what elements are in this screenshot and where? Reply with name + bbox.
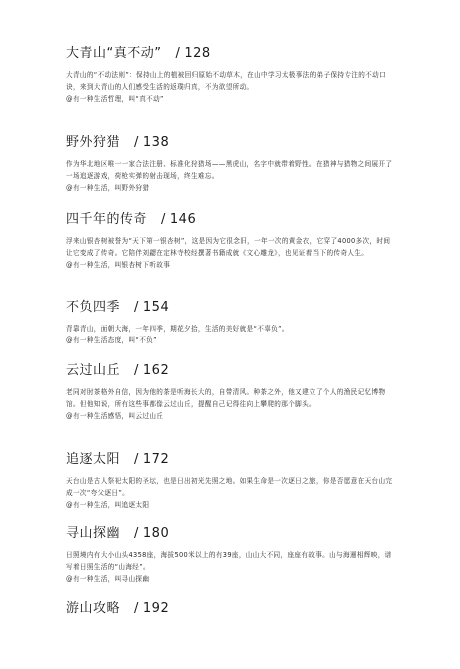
- toc-entry[interactable]: [66, 451, 396, 511]
- entry-hashtag: @有一种生活，叫野外狩猎: [66, 183, 150, 192]
- entry-page-number: 154: [142, 300, 170, 315]
- entry-title: 不负四季: [66, 300, 121, 315]
- entry-title-line: [66, 525, 396, 543]
- entry-title: 四千年的传奇: [66, 212, 148, 227]
- toc-entry[interactable]: [66, 134, 396, 194]
- entry-title: 游山攻略: [66, 601, 121, 616]
- toc-entry[interactable]: [66, 362, 396, 422]
- entry-title: 追逐太阳: [66, 452, 121, 467]
- entry-description: 浮来山银杏树被誉为“天下第一银杏树”，这是因为它很念旧，一年一次的黄金衣，它穿了4000多次，时间让它变成了传奇。它陪伴刘勰在定林寺校经撰著书籍成就《文心雕龙》，也见证着当下的传奇人生。: [66, 237, 391, 258]
- entry-page-number: 162: [142, 363, 170, 378]
- entry-page-number: 192: [142, 601, 170, 616]
- entry-description: 大青山的“不动法则”：保持山上的植被回归原始不动草木，在山中学习太极事法的弟子保持专注的不动口诀，来到大青山的人们感受生活的返璞归真，不为欲望所动。: [66, 71, 386, 92]
- entry-title-line: [66, 362, 396, 380]
- entry-hashtag: @有一种生活感悟，叫云过山丘: [66, 411, 164, 420]
- entry-title-line: [66, 45, 396, 63]
- entry-hashtag: @有一种生活哲理，叫“真不动”: [66, 94, 164, 103]
- entry-title-line: [66, 299, 396, 317]
- toc-entry[interactable]: [66, 211, 396, 271]
- entry-description: 老同对肘茶格外自信，因为他的茶是听海长大的，自带清风。种茶之外，他又建立了个人的渔民记忆博物馆。但他知说，所有这些事都像云过山丘，提醒自己记得往向上攀爬的那个脚头。: [66, 388, 386, 409]
- entry-hashtag: @有一种生活，叫银杏树下听故事: [66, 260, 171, 269]
- entry-page-number: 180: [142, 526, 170, 541]
- entry-title: 寻山探幽: [66, 526, 121, 541]
- entry-title: 大青山“真不动”: [66, 46, 162, 61]
- toc-entry[interactable]: [66, 600, 396, 618]
- entry-page-number: 172: [142, 452, 170, 467]
- entry-description: 天台山是古人祭祀太阳的圣坛，也是日出初光先照之地。如果生命是一次逐日之旅，你是否愿意在天台山完成一次“夸父逐日”。: [66, 477, 393, 498]
- entry-separator: /: [175, 46, 181, 61]
- entry-page-number: 146: [169, 212, 197, 227]
- entry-title-line: [66, 211, 396, 229]
- entry-separator: /: [134, 300, 139, 315]
- entry-description: 作为华北地区唯一一家合法注册、标准化狩猎场——黑虎山，名字中就带着野性。在猎神与猎物之间展开了一场追逐游戏，荷枪实弹的射击现场，终生难忘。: [66, 160, 393, 181]
- entry-description: 背靠青山，面朝大海，一年四季，期花夕拾，生活的美好就是“不辜负”。: [66, 325, 289, 333]
- entry-title: 野外狩猎: [66, 135, 121, 150]
- entry-title-line: [66, 600, 396, 618]
- entry-separator: /: [161, 212, 166, 227]
- entry-separator: /: [134, 135, 139, 150]
- toc-entry[interactable]: [66, 45, 396, 105]
- entry-title: 云过山丘: [66, 363, 121, 378]
- entry-description: 日照境内有大小山头4358座，海拔500米以上的有39座，山山大不同，座座有故事。山与海逦相辉映，谱写着日照生活的“山海经”。: [66, 551, 392, 572]
- entry-separator: /: [134, 526, 139, 541]
- entry-page-number: 128: [184, 46, 211, 61]
- toc-entry[interactable]: [66, 299, 396, 346]
- entry-separator: /: [134, 601, 139, 616]
- entry-page-number: 138: [142, 135, 170, 150]
- entry-hashtag: @有一种生活，叫寻山探幽: [66, 574, 150, 583]
- toc-entry[interactable]: [66, 525, 396, 585]
- entry-separator: /: [134, 363, 139, 378]
- entry-hashtag: @有一种生活，叫追逐太阳: [66, 500, 150, 509]
- entry-separator: /: [134, 452, 139, 467]
- entry-title-line: [66, 451, 396, 469]
- entry-hashtag: @有一种生活态度，叫“不负”: [66, 336, 157, 345]
- entry-title-line: [66, 134, 396, 152]
